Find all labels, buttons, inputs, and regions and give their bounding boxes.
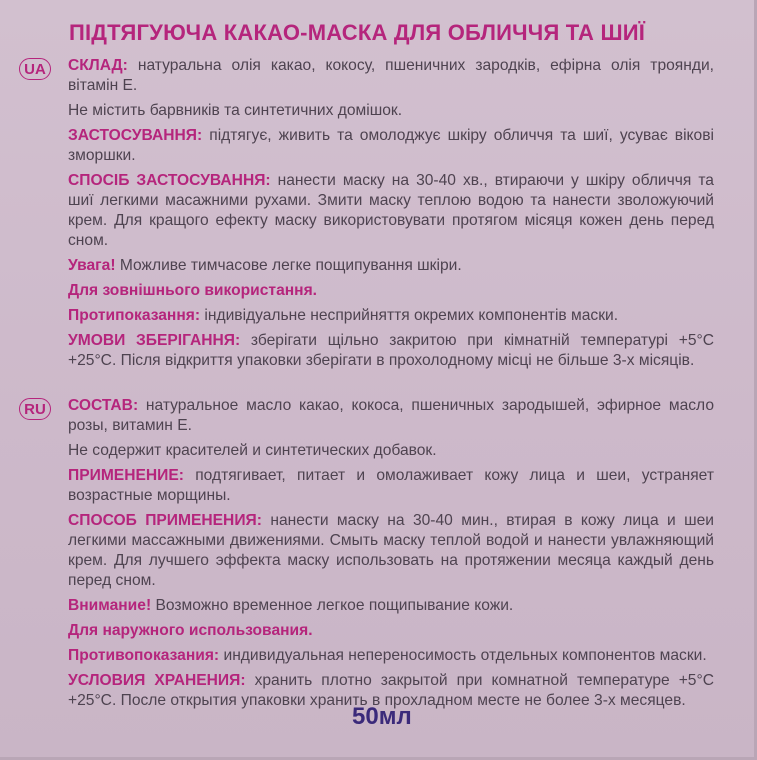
ua-use-text: підтягує, живить та омолоджує шкіру обличчя та шиї, усуває вікові зморшки. — [68, 127, 714, 164]
ua-external-use: Для зовнішнього використання. — [68, 282, 318, 299]
ua-storage — [68, 331, 714, 371]
ru-use-label: ПРИМЕНЕНИЕ: — [68, 467, 184, 484]
ua-contraindications — [68, 306, 714, 326]
ru-no-dyes: Не содержит красителей и синтетических добавок. — [68, 442, 437, 459]
ru-method-label: СПОСОБ ПРИМЕНЕНИЯ: — [68, 512, 262, 529]
ru-external-use: Для наружного использования. — [68, 622, 313, 639]
ru-composition-label: СОСТАВ: — [68, 397, 139, 414]
ua-use — [68, 126, 714, 166]
ru-contra-text: индивидуальная непереносимость отдельных компонентов маски. — [223, 647, 707, 664]
ua-storage-label: УМОВИ ЗБЕРІГАННЯ: — [68, 332, 241, 349]
product-title: ПІДТЯГУЮЧА КАКАО-МАСКА ДЛЯ ОБЛИЧЧЯ ТА ШИЇ — [68, 20, 646, 45]
ua-method-text: нанести маску на 30-40 хв., втираючи у шкіру обличчя та шиї легкими масажними рухами. Змити маску теплою водою та нанести зволожуючий крем. Для кращого ефекту маску використовувати протягом місяця кожен день перед сном. — [68, 172, 714, 249]
ru-storage-label: УСЛОВИЯ ХРАНЕНИЯ: — [68, 672, 246, 689]
ua-composition — [68, 56, 714, 96]
ru-warning-label: Внимание! — [68, 597, 152, 614]
ru-warning-text: Возможно временное легкое пощипывание кожи. — [155, 597, 514, 614]
ru-warning — [68, 596, 714, 616]
ua-contra-text: індивідуальне несприйняття окремих компонентів маски. — [204, 307, 619, 324]
ua-section — [68, 56, 714, 376]
ru-use-text: подтягивает, питает и омолаживает кожу лица и шеи, устраняет возрастные морщины. — [68, 467, 714, 504]
ua-no-dyes: Не містить барвників та синтетичних домішок. — [68, 102, 403, 119]
ua-warning-text: Можливе тимчасове легке пощипування шкіри. — [119, 257, 462, 274]
ua-composition-label: СКЛАД: — [68, 57, 128, 74]
ua-contra-label: Протипоказання: — [68, 307, 201, 324]
ru-storage-text: хранить плотно закрытой при комнатной температуре +5°С +25°С. После открытия упаковки хранить в прохладном месте не более 3-х месяцев. — [68, 672, 714, 709]
ru-use — [68, 466, 714, 506]
ru-section — [68, 396, 714, 716]
ua-method — [68, 171, 714, 251]
ua-warning — [68, 256, 714, 276]
ru-method — [68, 511, 714, 591]
ua-language-badge: UA — [19, 58, 51, 80]
ua-use-label: ЗАСТОСУВАННЯ: — [68, 127, 203, 144]
ru-language-badge: RU — [19, 398, 51, 420]
ua-warning-label: Увага! — [68, 257, 116, 274]
ru-method-text: нанести маску на 30-40 мин., втирая в кожу лица и шеи легкими массажными движениями. Смыть маску теплой водой и нанести увлажняющий крем. Для лучшего эффекта маску использовать на протяжении месяца каждый день перед сном. — [68, 512, 714, 589]
ua-composition-text: натуральна олія какао, кокосу, пшеничних зародків, ефірна олія троянди, вітамін Е. — [68, 57, 714, 94]
ru-composition — [68, 396, 714, 436]
volume-label: 50мл — [352, 703, 412, 730]
ua-storage-text: зберігати щільно закритою при кімнатній температурі +5°С +25°С. Після відкриття упаковки зберігати в прохолодному місці не більше 3-х місяців. — [68, 332, 714, 369]
ru-composition-text: натуральное масло какао, кокоса, пшеничных зародышей, эфирное масло розы, витамин Е. — [68, 397, 714, 434]
ru-contraindications — [68, 646, 714, 666]
ru-contra-label: Противопоказания: — [68, 647, 220, 664]
ua-method-label: СПОСІБ ЗАСТОСУВАННЯ: — [68, 172, 271, 189]
